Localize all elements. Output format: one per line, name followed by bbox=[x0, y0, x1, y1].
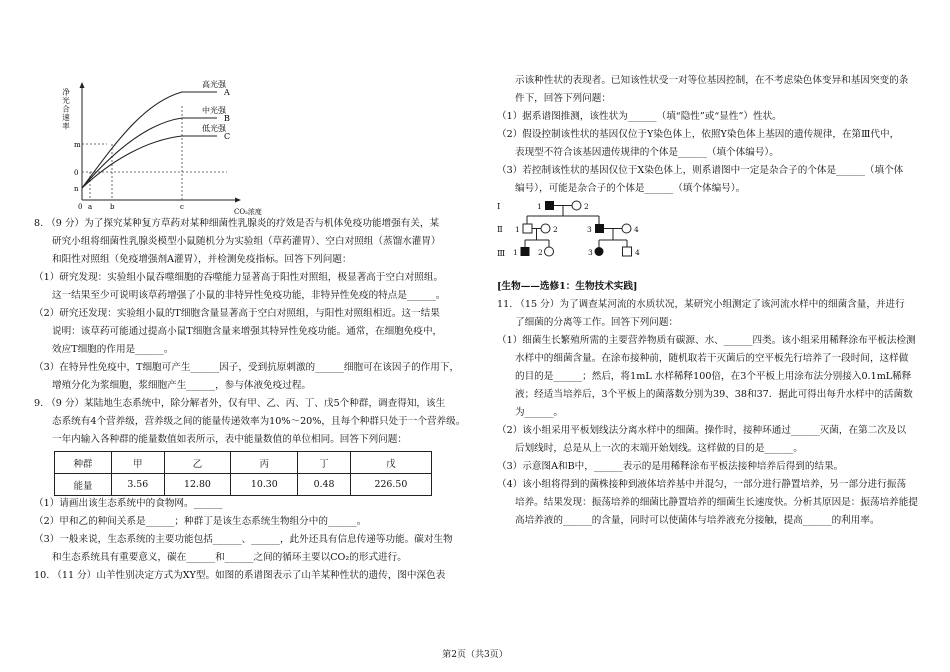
table-header-cell: 乙 bbox=[164, 452, 231, 474]
curve-label-high: 高光强 bbox=[202, 80, 226, 89]
q8-line: 增殖分化为浆细胞，浆细胞产生______，参与体液免疫过程。 bbox=[52, 380, 312, 391]
individual-number: 3 bbox=[588, 248, 593, 257]
q9-line: （1）请画出该生态系统中的食物网。______ bbox=[34, 498, 223, 509]
table-header-cell: 种群 bbox=[55, 452, 112, 474]
table-header-cell: 丁 bbox=[298, 452, 351, 474]
q8-line: 效应T细胞的作用是______。 bbox=[52, 344, 174, 355]
table-cell: 0.48 bbox=[298, 474, 351, 496]
q8-line: （2）研究还发现：实验组小鼠的T细胞含量显著高于空白对照组，与阳性对照组相近。这一结果 bbox=[34, 308, 440, 319]
q11-line: （1）细菌生长繁殖所需的主要营养物质有碳源、水、______四类。该小组采用稀释涂布平板法检测 bbox=[497, 335, 916, 346]
energy-table bbox=[54, 451, 432, 496]
q9-line: 9. （9 分）某陆地生态系统中，除分解者外，仅有甲、乙、丙、丁、戊5个种群，调查得知，该生 bbox=[34, 398, 446, 409]
table-header-cell: 丙 bbox=[231, 452, 298, 474]
curve-letter-b: B bbox=[224, 114, 230, 123]
q10-line: 编号），可能是杂合子的个体是______（填个体编号）。 bbox=[515, 183, 746, 194]
pedigree-chart bbox=[497, 196, 697, 266]
y-axis-label: 净光合速率 bbox=[61, 88, 71, 131]
x-tick-b: b bbox=[110, 203, 115, 211]
q10-line: （1）据系谱图推测，该性状为______（填“隐性”或“显性”）性状。 bbox=[497, 111, 782, 122]
q11-line: 后划线时，总是从上一次的末端开始划线。这样做的目的是______。 bbox=[515, 443, 803, 454]
q8-line: 这一结果至少可说明该草药增强了小鼠的非特异性免疫功能，非特异性免疫的特点是______。 bbox=[52, 290, 446, 301]
question-9-sub bbox=[34, 495, 474, 585]
q8-line: （3）在特异性免疫中，T细胞可产生______因子，受到抗原刺激的______细胞可在该因子的作用下， bbox=[34, 362, 460, 373]
q10-line: （3）若控制该性状的基因仅位于X染色体上，则系谱图中一定是杂合子的个体是______（填个体 bbox=[497, 165, 904, 176]
individual-number: 2 bbox=[584, 202, 589, 211]
co2-photosynthesis-graph bbox=[52, 78, 282, 218]
q8-line: 说明：该草药可能通过提高小鼠T细胞含量来增强其特异性免疫功能。通常，在细胞免疫中， bbox=[52, 326, 443, 337]
page-footer: 第2页（共3页） bbox=[442, 650, 508, 660]
table-cell: 10.30 bbox=[231, 474, 298, 496]
y-tick-m: m bbox=[74, 141, 81, 149]
y-tick-0: 0 bbox=[74, 169, 79, 177]
x-tick-0: 0 bbox=[78, 203, 83, 211]
generation-label: Ⅱ bbox=[497, 225, 503, 235]
generation-label: Ⅰ bbox=[497, 202, 501, 212]
q10-first-line: 10. （11 分）山羊性别决定方式为XY型。如图的系谱图表示了山羊某种性状的遗传，图中深色表 bbox=[34, 570, 446, 581]
q8-line: （1）研究发现：实验组小鼠吞噬细胞的吞噬能力显著高于阳性对照组，极显著高于空白对照组。 bbox=[34, 272, 444, 283]
q9-line: 态系统有4个营养级，营养级之间的能量传递效率为10%～20%，且每个种群只处于一个营养级。 bbox=[52, 416, 466, 427]
curve-letter-a: A bbox=[224, 88, 230, 97]
table-header-cell: 戊 bbox=[350, 452, 431, 474]
individual-number: 4 bbox=[635, 248, 640, 257]
question-9 bbox=[34, 395, 474, 449]
table-cell: 3.56 bbox=[112, 474, 165, 496]
x-tick-a: a bbox=[88, 203, 93, 211]
table-cell: 能量 bbox=[55, 474, 112, 496]
q8-line: 8. （9 分）为了探究某种复方草药对某种细菌性乳腺炎的疗效是否与机体免疫功能增强有关，某 bbox=[34, 218, 440, 229]
table-cell: 226.50 bbox=[350, 474, 431, 496]
table-cell: 12.80 bbox=[164, 474, 231, 496]
q11-line: 液；经适当培养后，3个平板上的菌落数分别为39、38和37．据此可得出每升水样中的活菌数 bbox=[515, 389, 913, 400]
q9-line: 和生态系统具有重要意义，碳在______和______之间的循环主要以CO₂的形式进行。 bbox=[52, 552, 407, 563]
q11-line: （2）该小组采用平板划线法分离水样中的细菌。操作时，接种环通过______灭菌，在第二次及以 bbox=[497, 425, 907, 436]
individual-number: 4 bbox=[634, 225, 639, 234]
x-axis-label: CO₂浓度 bbox=[234, 208, 262, 216]
question-8 bbox=[34, 215, 474, 395]
q10-line: 件下，回答下列问题： bbox=[515, 93, 611, 104]
q10-line: 表现型不符合该基因遗传规律的个体是______（填个体编号）。 bbox=[515, 147, 779, 158]
individual-number: 1 bbox=[537, 202, 542, 211]
individual-number: 1 bbox=[513, 248, 518, 257]
q11-line: 水样中的细菌含量。在涂布接种前，随机取若干灭菌后的空平板先行培养了一段时间，这样做 bbox=[515, 353, 909, 364]
table-header-row bbox=[55, 452, 432, 474]
q11-line: 11. （15 分）为了调查某河流的水质状况，某研究小组测定了该河流水样中的细菌含量，并进行 bbox=[497, 299, 905, 310]
individual-number: 1 bbox=[515, 225, 520, 234]
table-header-cell: 甲 bbox=[112, 452, 165, 474]
q10-line: 示该种性状的表现者。已知该性状受一对等位基因控制，在不考虑染色体变异和基因突变的条 bbox=[515, 75, 909, 86]
q11-line: （4）该小组将得到的菌株接种到液体培养基中并混匀，一部分进行静置培养，另一部分进行振荡 bbox=[497, 479, 907, 490]
question-10 bbox=[497, 72, 917, 198]
y-tick-n: n bbox=[74, 185, 79, 193]
q9-line: （2）甲和乙的种间关系是______；种群丁是该生态系统生物组分中的______。 bbox=[34, 516, 367, 527]
q11-line: 高培养液的______的含量，同时可以使菌体与培养液充分接触，提高______的利用率。 bbox=[515, 515, 880, 526]
table-row bbox=[55, 474, 432, 496]
individual-number: 2 bbox=[553, 225, 558, 234]
q8-line: 和阳性对照组（免疫增强剂A灌胃），并检测免疫指标。回答下列问题： bbox=[52, 254, 352, 265]
q11-line: 了细菌的分离等工作。回答下列问题： bbox=[515, 317, 679, 328]
curve-label-low: 低光强 bbox=[202, 124, 226, 133]
individual-number: 3 bbox=[587, 225, 592, 234]
q11-line: 为______。 bbox=[515, 407, 563, 418]
curve-label-mid: 中光强 bbox=[202, 106, 226, 115]
q9-line: （3）一般来说，生态系统的主要功能包括______、______，此外还具有信息传递等功能。碳对生物 bbox=[34, 534, 453, 545]
question-11 bbox=[497, 278, 917, 530]
x-tick-c: c bbox=[180, 203, 184, 211]
q9-line: 一年内输入各种群的能量数值如表所示，表中能量数值的单位相同。回答下列问题： bbox=[52, 434, 407, 445]
curve-letter-c: C bbox=[224, 132, 231, 141]
q11-line: （3）示意图A和B中，______表示的是用稀释涂布平板法接种培养后得到的结果。 bbox=[497, 461, 844, 472]
q10-line: （2）假设控制该性状的基因仅位于Y染色体上，依照Y染色体上基因的遗传规律，在第Ⅲ代中， bbox=[497, 129, 900, 140]
generation-label: Ⅲ bbox=[497, 249, 506, 259]
q8-line: 研究小组将细菌性乳腺炎模型小鼠随机分为实验组（草药灌胃）、空白对照组（蒸馏水灌胃） bbox=[52, 236, 441, 247]
q11-line: 的目的是______；然后，将1mL 水样稀释100倍，在3个平板上用涂布法分别接入0.1mL稀释 bbox=[515, 371, 912, 382]
section-heading: [生物——选修1：生物技术实践] bbox=[497, 281, 638, 292]
q11-line: 培养。结果发现：振荡培养的细菌比静置培养的细菌生长速度快。分析其原因是：振荡培养能提 bbox=[515, 497, 918, 508]
individual-number: 2 bbox=[538, 248, 543, 257]
